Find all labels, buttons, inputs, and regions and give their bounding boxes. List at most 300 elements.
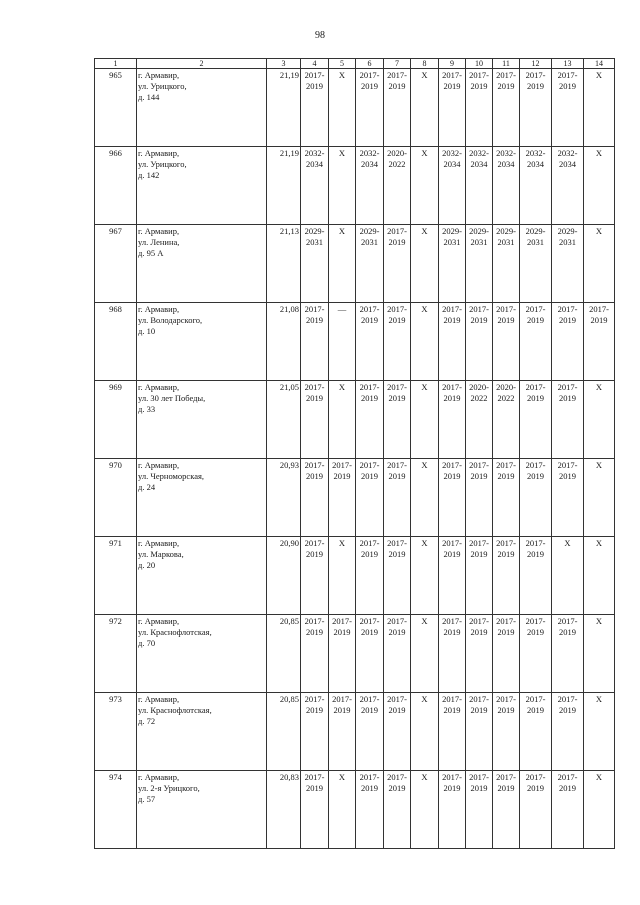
period-line: X bbox=[595, 772, 603, 782]
period-cell bbox=[384, 381, 411, 459]
address-line: д. 20 bbox=[138, 560, 156, 570]
row-number: 971 bbox=[95, 537, 137, 615]
address-cell bbox=[137, 147, 267, 225]
page-number: 98 bbox=[315, 30, 325, 41]
address-cell bbox=[137, 381, 267, 459]
period-line: 2019 bbox=[497, 627, 515, 637]
area-cell: 20,85 bbox=[267, 615, 301, 693]
period-cell bbox=[356, 225, 384, 303]
period-line: 2019 bbox=[388, 705, 406, 715]
period-cell bbox=[584, 147, 615, 225]
header-cell: 5 bbox=[329, 59, 356, 69]
period-line: 2019 bbox=[497, 783, 515, 793]
period-line: 2017- bbox=[332, 616, 352, 626]
period-cell bbox=[493, 615, 520, 693]
period-line: 2019 bbox=[527, 81, 544, 91]
period-line: 2029- bbox=[359, 226, 380, 236]
period-line: 2019 bbox=[333, 471, 351, 481]
period-cell bbox=[439, 147, 466, 225]
period-line: 2019 bbox=[306, 471, 323, 481]
period-line: 2019 bbox=[443, 705, 461, 715]
period-line: 2017- bbox=[304, 460, 325, 470]
area-cell: 20,83 bbox=[267, 771, 301, 849]
table-row bbox=[95, 459, 615, 537]
period-line: X bbox=[595, 538, 603, 548]
period-cell bbox=[356, 69, 384, 147]
table-row bbox=[95, 69, 615, 147]
period-line: 2017- bbox=[442, 538, 462, 548]
period-line: 2019 bbox=[388, 549, 406, 559]
period-line: 2019 bbox=[361, 627, 378, 637]
row-number: 965 bbox=[95, 69, 137, 147]
period-cell bbox=[439, 303, 466, 381]
header-cell: 10 bbox=[466, 59, 493, 69]
period-line: 2019 bbox=[388, 237, 406, 247]
period-cell bbox=[384, 537, 411, 615]
row-number: 970 bbox=[95, 459, 137, 537]
period-cell bbox=[466, 771, 493, 849]
period-line: 2017- bbox=[442, 382, 462, 392]
period-line: 2032- bbox=[525, 148, 546, 158]
period-cell bbox=[584, 303, 615, 381]
table-row bbox=[95, 615, 615, 693]
period-line: 2017- bbox=[557, 616, 578, 626]
period-line: 2019 bbox=[497, 549, 515, 559]
period-line: 2017- bbox=[525, 694, 546, 704]
period-line: 2017- bbox=[359, 616, 380, 626]
address-line: г. Армавир, bbox=[138, 226, 180, 236]
address-line: г. Армавир, bbox=[138, 460, 180, 470]
period-cell bbox=[520, 459, 552, 537]
period-cell bbox=[466, 459, 493, 537]
period-line: 2019 bbox=[306, 627, 323, 637]
address-cell bbox=[137, 771, 267, 849]
header-row bbox=[95, 59, 615, 69]
period-line: 2019 bbox=[388, 471, 406, 481]
period-line: 2017- bbox=[557, 70, 578, 80]
period-line: 2017- bbox=[387, 616, 407, 626]
period-cell bbox=[411, 459, 439, 537]
period-line: 2017- bbox=[525, 70, 546, 80]
period-cell bbox=[466, 615, 493, 693]
period-cell bbox=[301, 459, 329, 537]
period-line: 2019 bbox=[470, 549, 488, 559]
period-line: 2019 bbox=[527, 315, 544, 325]
area-cell: 21,19 bbox=[267, 69, 301, 147]
period-line: 2017- bbox=[525, 538, 546, 548]
header-cell: 2 bbox=[137, 59, 267, 69]
period-cell bbox=[552, 147, 584, 225]
address-line: ул. 30 лет Победы, bbox=[138, 393, 206, 403]
period-line: 2034 bbox=[497, 159, 515, 169]
period-cell bbox=[411, 69, 439, 147]
period-line: 2017- bbox=[496, 694, 516, 704]
period-line: 2032- bbox=[496, 148, 516, 158]
period-cell bbox=[329, 615, 356, 693]
period-line: 2019 bbox=[333, 627, 351, 637]
area-cell: 20,90 bbox=[267, 537, 301, 615]
period-line: 2017- bbox=[387, 304, 407, 314]
period-cell bbox=[411, 771, 439, 849]
period-line: 2017- bbox=[359, 304, 380, 314]
address-line: д. 57 bbox=[138, 794, 156, 804]
period-line: 2017- bbox=[496, 538, 516, 548]
period-cell bbox=[584, 693, 615, 771]
address-line: г. Армавир, bbox=[138, 382, 180, 392]
period-cell bbox=[493, 303, 520, 381]
period-line: 2017- bbox=[359, 772, 380, 782]
row-number: 969 bbox=[95, 381, 137, 459]
period-cell bbox=[466, 225, 493, 303]
period-cell bbox=[493, 147, 520, 225]
period-cell bbox=[384, 225, 411, 303]
address-line: ул. Черноморская, bbox=[138, 471, 205, 481]
period-line: 2017- bbox=[359, 538, 380, 548]
period-line: X bbox=[595, 694, 603, 704]
period-cell bbox=[552, 459, 584, 537]
period-line: 2019 bbox=[470, 471, 488, 481]
period-line: 2017- bbox=[496, 304, 516, 314]
period-line: 2020- bbox=[387, 148, 407, 158]
period-line: X bbox=[595, 382, 603, 392]
period-line: 2019 bbox=[527, 549, 544, 559]
period-line: 2017- bbox=[332, 460, 352, 470]
address-line: д. 72 bbox=[138, 716, 156, 726]
period-cell bbox=[552, 771, 584, 849]
period-line: 2017- bbox=[496, 70, 516, 80]
period-cell bbox=[520, 303, 552, 381]
period-line: 2019 bbox=[527, 783, 544, 793]
period-cell bbox=[356, 381, 384, 459]
period-line: 2017- bbox=[525, 304, 546, 314]
period-line: 2019 bbox=[559, 81, 576, 91]
period-line: 2017- bbox=[469, 694, 489, 704]
period-line: 2022 bbox=[470, 393, 488, 403]
period-cell bbox=[356, 615, 384, 693]
period-cell bbox=[411, 147, 439, 225]
period-line: 2017- bbox=[557, 694, 578, 704]
period-line: 2019 bbox=[361, 705, 378, 715]
period-cell bbox=[520, 537, 552, 615]
header-cell: 14 bbox=[584, 59, 615, 69]
period-line: 2032- bbox=[469, 148, 489, 158]
period-line: 2019 bbox=[470, 315, 488, 325]
period-cell bbox=[356, 693, 384, 771]
period-cell bbox=[584, 225, 615, 303]
address-line: ул. Володарского, bbox=[138, 315, 203, 325]
period-line: 2031 bbox=[443, 237, 461, 247]
period-line: 2029- bbox=[469, 226, 489, 236]
period-line: 2032- bbox=[557, 148, 578, 158]
period-line: 2034 bbox=[361, 159, 378, 169]
period-cell bbox=[301, 147, 329, 225]
period-line: 2019 bbox=[470, 783, 488, 793]
period-cell bbox=[329, 693, 356, 771]
period-cell bbox=[439, 537, 466, 615]
period-line: 2019 bbox=[443, 471, 461, 481]
period-line: 2019 bbox=[559, 315, 576, 325]
period-line: X bbox=[338, 148, 346, 158]
period-line: X bbox=[421, 148, 428, 158]
area-cell: 21,13 bbox=[267, 225, 301, 303]
period-line: 2019 bbox=[361, 393, 378, 403]
period-line: 2019 bbox=[559, 705, 576, 715]
area-cell: 21,05 bbox=[267, 381, 301, 459]
period-line: 2017- bbox=[525, 460, 546, 470]
period-line: 2019 bbox=[559, 783, 576, 793]
period-line: 2019 bbox=[527, 393, 544, 403]
period-cell bbox=[329, 771, 356, 849]
period-line: 2032- bbox=[442, 148, 462, 158]
period-line: 2017- bbox=[442, 694, 462, 704]
period-line: 2019 bbox=[497, 705, 515, 715]
period-line: X bbox=[595, 70, 603, 80]
area-cell: 20,93 bbox=[267, 459, 301, 537]
period-cell bbox=[329, 303, 356, 381]
address-line: д. 24 bbox=[138, 482, 156, 492]
period-line: 2019 bbox=[333, 705, 351, 715]
period-cell bbox=[411, 615, 439, 693]
period-cell bbox=[384, 303, 411, 381]
header-cell: 7 bbox=[384, 59, 411, 69]
address-line: ул. Маркова, bbox=[138, 549, 184, 559]
period-line: 2017- bbox=[442, 70, 462, 80]
period-cell bbox=[439, 459, 466, 537]
period-line: 2019 bbox=[306, 549, 323, 559]
period-cell bbox=[493, 693, 520, 771]
period-line: 2019 bbox=[361, 315, 378, 325]
period-cell bbox=[584, 771, 615, 849]
period-cell bbox=[384, 459, 411, 537]
period-cell bbox=[411, 537, 439, 615]
area-cell: 20,85 bbox=[267, 693, 301, 771]
address-line: ул. Урицкого, bbox=[138, 159, 187, 169]
address-line: д. 144 bbox=[138, 92, 160, 102]
period-cell bbox=[329, 459, 356, 537]
header-cell: 11 bbox=[493, 59, 520, 69]
header-cell: 4 bbox=[301, 59, 329, 69]
period-line: 2029- bbox=[525, 226, 546, 236]
period-line: 2017- bbox=[442, 772, 462, 782]
period-cell bbox=[356, 537, 384, 615]
period-line: 2017- bbox=[469, 304, 489, 314]
period-cell bbox=[552, 537, 584, 615]
period-line: 2017- bbox=[469, 538, 489, 548]
period-cell bbox=[584, 69, 615, 147]
table-row bbox=[95, 693, 615, 771]
period-line: 2029- bbox=[304, 226, 325, 236]
period-line: 2017- bbox=[387, 226, 407, 236]
period-line: 2019 bbox=[527, 471, 544, 481]
period-cell bbox=[356, 771, 384, 849]
period-line: 2017- bbox=[496, 772, 516, 782]
address-cell bbox=[137, 615, 267, 693]
period-line: X bbox=[595, 226, 603, 236]
address-cell bbox=[137, 693, 267, 771]
period-cell bbox=[301, 615, 329, 693]
period-cell bbox=[301, 303, 329, 381]
period-cell bbox=[329, 381, 356, 459]
period-cell bbox=[466, 303, 493, 381]
period-cell bbox=[329, 537, 356, 615]
header-cell: 8 bbox=[411, 59, 439, 69]
period-line: 2022 bbox=[497, 393, 515, 403]
period-line: 2017- bbox=[304, 616, 325, 626]
period-line: 2019 bbox=[306, 705, 323, 715]
period-line: 2017- bbox=[525, 382, 546, 392]
period-cell bbox=[493, 459, 520, 537]
period-line: 2017- bbox=[359, 460, 380, 470]
period-line: 2032- bbox=[359, 148, 380, 158]
period-line: 2019 bbox=[590, 315, 608, 325]
period-line: — bbox=[337, 304, 347, 314]
period-line: 2019 bbox=[388, 81, 406, 91]
period-line: 2019 bbox=[559, 393, 576, 403]
period-cell bbox=[552, 693, 584, 771]
period-line: X bbox=[421, 772, 428, 782]
period-line: 2017- bbox=[525, 772, 546, 782]
period-cell bbox=[466, 381, 493, 459]
period-line: 2019 bbox=[361, 549, 378, 559]
period-line: 2017- bbox=[557, 382, 578, 392]
address-line: ул. Краснофлотская, bbox=[138, 627, 212, 637]
period-cell bbox=[520, 771, 552, 849]
period-cell bbox=[584, 381, 615, 459]
period-line: X bbox=[338, 226, 346, 236]
period-line: 2019 bbox=[527, 705, 544, 715]
period-line: 2034 bbox=[527, 159, 544, 169]
period-line: 2017- bbox=[469, 616, 489, 626]
period-line: 2017- bbox=[496, 460, 516, 470]
period-line: 2029- bbox=[442, 226, 462, 236]
period-line: 2017- bbox=[387, 772, 407, 782]
period-line: 2020- bbox=[496, 382, 516, 392]
period-line: 2019 bbox=[527, 627, 544, 637]
period-cell bbox=[384, 69, 411, 147]
period-cell bbox=[329, 225, 356, 303]
table-row bbox=[95, 537, 615, 615]
address-line: г. Армавир, bbox=[138, 616, 180, 626]
header-cell: 3 bbox=[267, 59, 301, 69]
period-line: 2031 bbox=[361, 237, 378, 247]
period-cell bbox=[411, 381, 439, 459]
period-cell bbox=[520, 225, 552, 303]
address-cell bbox=[137, 537, 267, 615]
period-line: X bbox=[338, 538, 346, 548]
period-cell bbox=[439, 225, 466, 303]
period-line: 2019 bbox=[388, 393, 406, 403]
period-cell bbox=[301, 381, 329, 459]
period-line: 2031 bbox=[470, 237, 488, 247]
period-cell bbox=[466, 537, 493, 615]
period-cell bbox=[301, 537, 329, 615]
period-cell bbox=[384, 771, 411, 849]
period-cell bbox=[411, 693, 439, 771]
period-line: 2019 bbox=[388, 783, 406, 793]
row-number: 972 bbox=[95, 615, 137, 693]
address-line: ул. Краснофлотская, bbox=[138, 705, 212, 715]
address-line: ул. 2-я Урицкого, bbox=[138, 783, 200, 793]
period-line: 2017- bbox=[557, 304, 578, 314]
period-cell bbox=[552, 615, 584, 693]
period-line: 2017- bbox=[387, 694, 407, 704]
period-line: 2017- bbox=[387, 382, 407, 392]
period-line: 2017- bbox=[469, 460, 489, 470]
period-cell bbox=[584, 615, 615, 693]
address-line: ул. Урицкого, bbox=[138, 81, 187, 91]
period-line: 2020- bbox=[469, 382, 489, 392]
period-line: 2017- bbox=[387, 70, 407, 80]
period-line: 2017- bbox=[332, 694, 352, 704]
period-cell bbox=[329, 69, 356, 147]
period-line: 2031 bbox=[527, 237, 544, 247]
period-line: 2017- bbox=[304, 772, 325, 782]
period-cell bbox=[329, 147, 356, 225]
period-cell bbox=[520, 693, 552, 771]
address-line: г. Армавир, bbox=[138, 694, 180, 704]
period-line: X bbox=[421, 460, 428, 470]
period-line: 2031 bbox=[497, 237, 515, 247]
period-line: 2019 bbox=[443, 549, 461, 559]
area-cell: 21,08 bbox=[267, 303, 301, 381]
period-line: 2019 bbox=[559, 471, 576, 481]
table-row bbox=[95, 225, 615, 303]
period-line: 2019 bbox=[388, 627, 406, 637]
period-line: 2017- bbox=[469, 70, 489, 80]
address-cell bbox=[137, 225, 267, 303]
period-line: 2017- bbox=[359, 382, 380, 392]
period-line: 2017- bbox=[557, 772, 578, 782]
period-line: 2017- bbox=[304, 304, 325, 314]
period-line: 2032- bbox=[304, 148, 325, 158]
period-line: 2019 bbox=[497, 81, 515, 91]
period-line: 2019 bbox=[443, 783, 461, 793]
period-line: X bbox=[564, 538, 571, 548]
period-cell bbox=[411, 225, 439, 303]
period-line: 2017- bbox=[304, 382, 325, 392]
period-line: 2017- bbox=[304, 538, 325, 548]
row-number: 974 bbox=[95, 771, 137, 849]
period-cell bbox=[301, 225, 329, 303]
period-line: 2019 bbox=[306, 783, 323, 793]
period-line: X bbox=[421, 694, 428, 704]
header-cell: 6 bbox=[356, 59, 384, 69]
period-cell bbox=[356, 147, 384, 225]
period-line: 2031 bbox=[559, 237, 576, 247]
period-line: 2017- bbox=[442, 304, 462, 314]
period-cell bbox=[439, 615, 466, 693]
period-line: 2019 bbox=[388, 315, 406, 325]
address-line: д. 33 bbox=[138, 404, 156, 414]
period-line: 2031 bbox=[306, 237, 323, 247]
period-line: 2019 bbox=[470, 81, 488, 91]
header-cell: 13 bbox=[552, 59, 584, 69]
period-line: X bbox=[421, 538, 428, 548]
period-line: 2034 bbox=[443, 159, 461, 169]
table-row bbox=[95, 147, 615, 225]
period-line: 2019 bbox=[443, 315, 461, 325]
period-cell bbox=[520, 69, 552, 147]
row-number: 967 bbox=[95, 225, 137, 303]
period-cell bbox=[520, 615, 552, 693]
period-line: X bbox=[338, 70, 346, 80]
housing-register-table bbox=[94, 58, 615, 849]
period-line: 2017- bbox=[442, 616, 462, 626]
table-row bbox=[95, 303, 615, 381]
period-line: 2017- bbox=[469, 772, 489, 782]
period-cell bbox=[439, 771, 466, 849]
period-line: 2017- bbox=[304, 70, 325, 80]
